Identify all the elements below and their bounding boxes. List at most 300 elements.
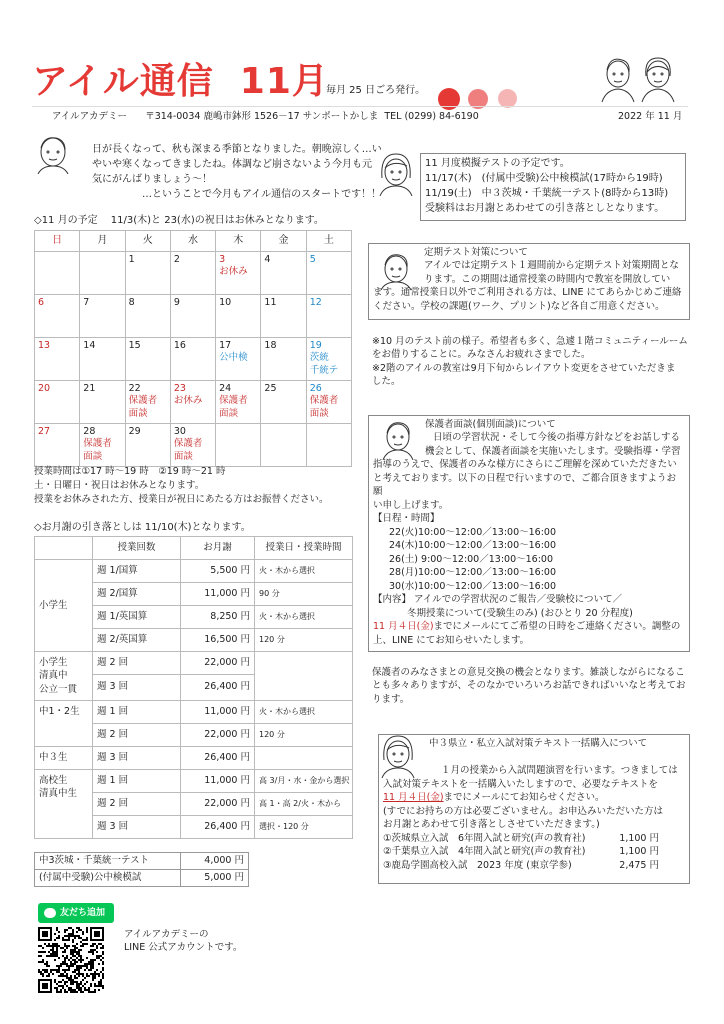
qr-module — [62, 979, 64, 981]
group-label: 中1・2生 — [35, 701, 93, 747]
lesson-count: 週 3 回 — [93, 816, 181, 839]
qr-module — [72, 965, 74, 967]
qr-finder — [42, 931, 48, 937]
qr-module — [62, 973, 64, 975]
qr-module — [70, 927, 72, 929]
qr-module — [100, 947, 102, 949]
fee-header: 授業回数 — [93, 537, 181, 560]
qr-module — [84, 987, 86, 989]
times-line: 授業をお休みされた方、授業日が祝日にあたる方はお振替ください。 — [34, 493, 329, 505]
qr-module — [92, 977, 94, 979]
calendar-day — [306, 381, 351, 424]
deadline-text: までにメールにてお知らせください。 — [443, 792, 605, 804]
qr-module — [76, 931, 78, 933]
note-line: とも多々ありますが、そのなかでいろいろお話できればいいなと考えてお — [372, 680, 686, 692]
mock-line: 11/19(土) 中３茨城・千葉統一テスト(8時から13時) — [425, 188, 669, 199]
weekday-mon: 月 — [80, 231, 125, 252]
table-row — [35, 870, 249, 887]
calendar-day — [170, 252, 215, 295]
qr-module — [56, 947, 58, 949]
qr-module — [96, 973, 98, 975]
qr-module — [74, 971, 76, 973]
qr-module — [92, 967, 94, 969]
qr-module — [86, 931, 88, 933]
qr-module — [94, 989, 96, 991]
qr-module — [56, 927, 58, 929]
times-line: 土・日曜日・祝日はお休みとなります。 — [34, 479, 205, 491]
fee-header: お月謝 — [181, 537, 255, 560]
calendar-day — [170, 424, 215, 467]
fee-note-empty — [255, 747, 353, 770]
fee-note: 90 分 — [255, 583, 353, 606]
qr-module — [52, 955, 54, 957]
qr-module — [90, 973, 92, 975]
qr-module — [90, 967, 92, 969]
qr-module — [50, 945, 52, 947]
day-number: 13 — [38, 340, 51, 351]
mock-line: 11 月度模擬テストの予定です。 — [425, 158, 570, 169]
table-row — [35, 770, 353, 793]
qr-module — [74, 949, 76, 951]
qr-module — [80, 967, 82, 969]
qr-module — [72, 989, 74, 991]
calendar-day — [35, 338, 80, 381]
calendar-day — [80, 424, 125, 467]
fee-amount: 26,400 円 — [181, 816, 255, 839]
qr-module — [72, 939, 74, 941]
group-line: 高校生 — [39, 775, 68, 786]
qr-module — [70, 963, 72, 965]
qr-module — [46, 971, 48, 973]
qr-module — [68, 945, 70, 947]
day-event: 公中検 — [219, 352, 248, 364]
qr-module — [44, 963, 46, 965]
qr-module — [76, 983, 78, 985]
qr-module — [72, 963, 74, 965]
qr-module — [92, 963, 94, 965]
qr-module — [70, 981, 72, 983]
qr-module — [54, 933, 56, 935]
day-number: 3 — [219, 254, 226, 265]
calendar-day — [216, 381, 261, 424]
qr-module — [84, 983, 86, 985]
qr-module — [80, 955, 82, 957]
day-event: お休み — [219, 266, 248, 278]
issue-date: 2022 年 11 月 — [618, 111, 683, 122]
mendan-deadline — [373, 620, 685, 633]
qr-module — [70, 983, 72, 985]
fee-amount: 22,000 円 — [181, 793, 255, 816]
qr-module — [76, 951, 78, 953]
qr-module — [80, 945, 82, 947]
qr-module — [56, 953, 58, 955]
day-event: お休み — [173, 395, 203, 407]
note-line: 保護者のみなさまとの意見交換の機会となります。雑談しながらになるこ — [372, 667, 685, 678]
qr-module — [72, 945, 74, 947]
qr-module — [64, 983, 66, 985]
qr-module — [38, 955, 40, 957]
qr-module — [68, 977, 70, 979]
qr-module — [90, 969, 92, 971]
qr-module — [102, 969, 104, 971]
qr-module — [66, 945, 68, 947]
qr-module — [84, 943, 86, 945]
qr-module — [92, 949, 94, 951]
qr-module — [64, 969, 66, 971]
qr-module — [72, 929, 74, 931]
qr-module — [56, 937, 58, 939]
qr-finder — [42, 983, 48, 989]
note-line: ※10 月のテスト前の様子。希望者も多く、急遽１階コミュニティールーム — [372, 336, 688, 347]
qr-module — [84, 965, 86, 967]
qr-module — [78, 967, 80, 969]
qr-module — [102, 963, 104, 965]
qr-module — [66, 981, 68, 983]
qr-module — [94, 973, 96, 975]
intro-line: …ということで今月もアイル通信のスタートです！！ — [142, 189, 382, 200]
qr-module — [94, 943, 96, 945]
qr-module — [90, 983, 92, 985]
fee-amount: 22,000 円 — [181, 652, 255, 675]
qr-module — [96, 945, 98, 947]
lesson-count: 週 3 回 — [93, 675, 181, 701]
qr-module — [82, 985, 84, 987]
day-number: 10 — [219, 297, 232, 308]
qr-module — [74, 947, 76, 949]
day-event: 茨統 — [309, 352, 329, 364]
qr-module — [62, 975, 64, 977]
day-number: 23 — [173, 383, 186, 394]
qr-module — [56, 955, 58, 957]
qr-module — [66, 985, 68, 987]
qr-module — [74, 951, 76, 953]
qr-module — [48, 975, 50, 977]
qr-module — [88, 987, 90, 989]
qr-module — [86, 939, 88, 941]
fee-note: 選択・120 分 — [255, 816, 353, 839]
qr-module — [78, 975, 80, 977]
textbook-heading: 中３県立・私立入試対策テキスト一括購入について — [429, 738, 648, 749]
qr-module — [100, 983, 102, 985]
qr-module — [58, 957, 60, 959]
qr-module — [44, 943, 46, 945]
calendar-day — [80, 295, 125, 338]
qr-module — [68, 979, 70, 981]
qr-module — [50, 953, 52, 955]
qr-module — [82, 973, 84, 975]
mendan-line: 指導のうえで、保護者のみな様方にさらにご理解を深めていただきたい — [373, 459, 677, 471]
calendar-day — [80, 252, 125, 295]
weekday-sat: 土 — [306, 231, 351, 252]
deadline-text: までにメールにてご希望の日時をご連絡ください。調整の — [433, 621, 681, 633]
lesson-count: 週 1/英国算 — [93, 606, 181, 629]
qr-module — [70, 957, 72, 959]
day-number: 21 — [83, 383, 96, 394]
qr-module — [64, 945, 66, 947]
test-fee: 4,000 円 — [181, 853, 249, 870]
qr-module — [48, 965, 50, 967]
lesson-count: 週 3 回 — [93, 747, 181, 770]
qr-module — [62, 985, 64, 987]
qr-module — [96, 985, 98, 987]
fee-amount: 26,400 円 — [181, 747, 255, 770]
fee-header-row — [35, 537, 353, 560]
day-number: 2 — [173, 254, 180, 265]
qr-module — [72, 971, 74, 973]
textbook-price: 2,475 円 — [619, 859, 659, 871]
qr-module — [92, 943, 94, 945]
mascot-illustration — [596, 52, 686, 104]
qr-module — [60, 981, 62, 983]
lesson-count: 週 1/国算 — [93, 560, 181, 583]
qr-module — [52, 947, 54, 949]
mock-test-box — [420, 153, 686, 221]
day-number: 28 — [83, 426, 96, 437]
qr-module — [54, 987, 56, 989]
qr-module — [60, 985, 62, 987]
mendan-deadline-2: 上、LINE にてお知らせいたします。 — [373, 634, 530, 646]
qr-module — [82, 965, 84, 967]
day-number: 22 — [128, 383, 141, 394]
qr-module — [86, 989, 88, 991]
qr-module — [74, 937, 76, 939]
qr-module — [52, 943, 54, 945]
qr-module — [86, 973, 88, 975]
lesson-count: 週 2/国算 — [93, 583, 181, 606]
textbook-price: 1,100 円 — [619, 832, 659, 844]
calendar-day — [35, 295, 80, 338]
mendan-heading: 保護者面談(個別面談)について — [425, 419, 556, 430]
lesson-count: 週 2/英国算 — [93, 629, 181, 652]
fee-note: 120 分 — [255, 629, 353, 652]
calendar-week — [35, 338, 352, 381]
day-event: 保護者 — [309, 395, 339, 407]
qr-module — [102, 953, 104, 955]
boy-face-icon — [376, 250, 416, 290]
qr-module — [94, 975, 96, 977]
mendan-line: い申し上げます。 — [373, 499, 449, 511]
teiki-line: ります。この期間は通常授業の時間内で教室を開放してい — [424, 273, 671, 285]
qr-module — [64, 939, 66, 941]
calendar-day — [261, 295, 306, 338]
qr-module — [78, 927, 80, 929]
qr-module — [42, 959, 44, 961]
qr-module — [90, 951, 92, 953]
textbook-line: 入試対策テキストを一括購入いたしますので、必要なテキストを — [383, 778, 658, 790]
qr-module — [64, 963, 66, 965]
qr-module — [76, 927, 78, 929]
line-button-label: 友だち追加 — [60, 907, 106, 918]
qr-module — [90, 949, 92, 951]
qr-module — [64, 989, 66, 991]
fee-amount: 16,500 円 — [181, 629, 255, 652]
qr-module — [68, 927, 70, 929]
calendar-day — [35, 381, 80, 424]
qr-module — [98, 957, 100, 959]
qr-module — [94, 977, 96, 979]
qr-module — [64, 959, 66, 961]
calendar-day — [80, 338, 125, 381]
qr-module — [78, 935, 80, 937]
calendar-day — [261, 381, 306, 424]
qr-module — [98, 989, 100, 991]
qr-module — [84, 939, 86, 941]
qr-module — [74, 969, 76, 971]
line-add-friend-button[interactable] — [38, 903, 114, 923]
day-event: 保護者 — [219, 395, 248, 407]
boy-face-icon — [32, 132, 74, 174]
calendar-day — [216, 424, 261, 467]
list-item — [383, 859, 685, 872]
lesson-count: 週 2 回 — [93, 652, 181, 675]
qr-module — [76, 943, 78, 945]
qr-module — [98, 981, 100, 983]
fee-note: 120 分 — [255, 724, 353, 747]
qr-module — [56, 989, 58, 991]
day-number: 30 — [173, 426, 186, 437]
qr-module — [60, 975, 62, 977]
day-number: 5 — [309, 254, 316, 265]
qr-module — [76, 977, 78, 979]
qr-module — [90, 961, 92, 963]
qr-module — [94, 949, 96, 951]
qr-module — [66, 957, 68, 959]
qr-module — [40, 973, 42, 975]
day-event: 面談 — [173, 450, 193, 462]
day-number: 20 — [38, 383, 51, 394]
qr-module — [56, 987, 58, 989]
qr-finder — [94, 931, 100, 937]
qr-module — [76, 967, 78, 969]
qr-module — [72, 983, 74, 985]
teiki-line: ください。学校の課題(ワーク、プリント)など各自ご用意ください。 — [373, 300, 665, 312]
textbook-name: ③鹿島学園高校入試 2023 年度 (東京学参) — [383, 859, 572, 871]
calendar-day — [261, 338, 306, 381]
table-row — [35, 747, 353, 770]
qr-module — [92, 979, 94, 981]
weekday-fri: 金 — [261, 231, 306, 252]
header-divider — [32, 106, 688, 107]
calendar-day — [80, 381, 125, 424]
calendar-day — [125, 424, 170, 467]
qr-module — [62, 939, 64, 941]
qr-module — [52, 949, 54, 951]
qr-module — [80, 965, 82, 967]
day-event: 保護者 — [83, 438, 112, 450]
qr-module — [92, 991, 94, 993]
mendan-slot: 30(水)10:00～12:00／13:00～16:00 — [389, 580, 557, 592]
qr-module — [48, 943, 50, 945]
qr-module — [62, 963, 64, 965]
line-qr-code[interactable] — [38, 927, 104, 993]
qr-module — [50, 955, 52, 957]
day-number: 25 — [264, 383, 277, 394]
mock-line: 受験料はお月謝とあわせての引き落としとなります。 — [425, 203, 665, 214]
calendar-week — [35, 252, 352, 295]
qr-module — [78, 959, 80, 961]
qr-module — [58, 981, 60, 983]
qr-module — [62, 961, 64, 963]
qr-module — [78, 983, 80, 985]
group-label — [35, 652, 93, 701]
qr-module — [38, 951, 40, 953]
qr-module — [98, 973, 100, 975]
weekday-tue: 火 — [125, 231, 170, 252]
qr-module — [92, 945, 94, 947]
qr-module — [66, 977, 68, 979]
qr-module — [42, 973, 44, 975]
qr-module — [86, 967, 88, 969]
qr-module — [46, 945, 48, 947]
school-address: 〒314-0034 鹿嶋市鉢形 1526－17 サンポートかしま — [145, 111, 379, 122]
qr-module — [52, 951, 54, 953]
qr-module — [94, 991, 96, 993]
qr-module — [90, 963, 92, 965]
test-note — [372, 335, 692, 389]
qr-module — [94, 985, 96, 987]
qr-module — [86, 981, 88, 983]
day-event: 面談 — [128, 407, 148, 419]
qr-module — [78, 969, 80, 971]
qr-module — [76, 981, 78, 983]
line-caption-2: LINE 公式アカウントです。 — [124, 942, 243, 954]
intro-line: やいや寒くなってきましたね。体調など崩さないよう今月も元 — [92, 159, 372, 170]
qr-module — [40, 955, 42, 957]
test-fee-table — [34, 852, 249, 887]
test-name: (付属中受験)公中検模試 — [35, 870, 181, 887]
qr-module — [72, 935, 74, 937]
qr-module — [68, 969, 70, 971]
qr-module — [88, 969, 90, 971]
qr-module — [74, 989, 76, 991]
qr-module — [70, 935, 72, 937]
qr-module — [54, 955, 56, 957]
deadline-date: 11 月４日(金) — [373, 621, 434, 633]
qr-module — [92, 973, 94, 975]
qr-module — [102, 951, 104, 953]
mendan-line: 機会として、保護者面談を実施いたします。受験指導・学習 — [425, 445, 681, 457]
qr-module — [38, 971, 40, 973]
qr-module — [88, 961, 90, 963]
fee-amount: 5,500 円 — [181, 560, 255, 583]
qr-module — [102, 987, 104, 989]
line-caption-1: アイルアカデミーの — [124, 929, 209, 940]
qr-module — [82, 931, 84, 933]
qr-module — [56, 971, 58, 973]
qr-module — [72, 949, 74, 951]
qr-module — [68, 937, 70, 939]
qr-module — [102, 947, 104, 949]
qr-module — [68, 933, 70, 935]
qr-module — [46, 965, 48, 967]
boy-face-icon — [378, 418, 418, 460]
table-row — [35, 652, 353, 675]
qr-module — [62, 955, 64, 957]
mendan-content: 冬期授業について(受験生のみ) (おひとり 20 分程度) — [407, 607, 633, 619]
qr-module — [64, 935, 66, 937]
qr-module — [86, 937, 88, 939]
qr-module — [98, 963, 100, 965]
newsletter-title: アイル通信 11月 — [32, 61, 329, 102]
qr-module — [54, 979, 56, 981]
calendar-day — [306, 295, 351, 338]
qr-module — [82, 945, 84, 947]
qr-module — [46, 961, 48, 963]
qr-module — [60, 963, 62, 965]
mendan-slot: 26(土) 9:00～12:00／13:00～16:00 — [389, 553, 553, 565]
qr-module — [48, 945, 50, 947]
qr-module — [68, 935, 70, 937]
